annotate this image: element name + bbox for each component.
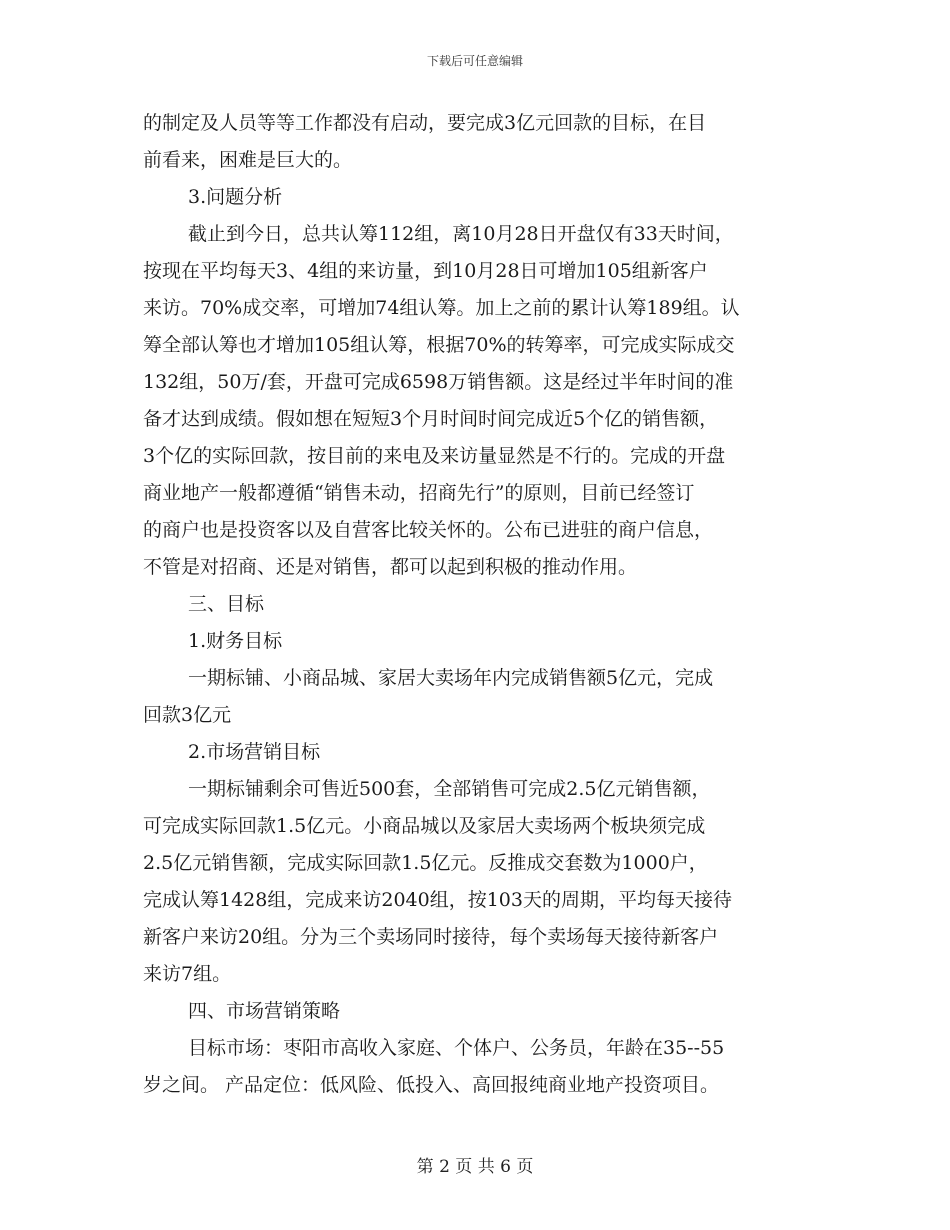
text-line: 回款3亿元 [143,704,232,726]
text-line: 商业地产一般都遵循“销售未动，招商先行”的原则，目前已经签订 [143,482,695,504]
section-heading: 2.市场营销目标 [188,741,321,763]
page-footer: 第 2 页 共 6 页 [416,1157,534,1177]
text-line: 132组，50万/套，开盘可完成6598万销售额。这是经过半年时间的准 [143,371,734,393]
text-line: 2.5亿元销售额，完成实际回款1.5亿元。反推成交套数为1000户， [143,852,708,874]
text-line: 按现在平均每天3、4组的来访量，到10月28日可增加105组新客户 [143,260,708,282]
text-line: 3个亿的实际回款，按目前的来电及来访量显然是不行的。完成的开盘 [143,445,726,467]
page-header: 下载后可任意编辑 [426,54,523,68]
text-line: 一期标铺、小商品城、家居大卖场年内完成销售额5亿元，完成 [188,667,714,689]
text-line: 来访。70%成交率，可增加74组认筹。加上之前的累计认筹189组。认 [143,297,740,319]
text-line: 可完成实际回款1.5亿元。小商品城以及家居大卖场两个板块须完成 [143,815,706,837]
text-line: 前看来，困难是巨大的。 [143,149,353,171]
text-line: 筹全部认筹也才增加105组认筹，根据70%的转筹率，可完成实际成交 [143,334,735,356]
text-line: 岁之间。 产品定位：低风险、低投入、高回报纯商业地产投资项目。 [143,1074,720,1096]
text-line: 备才达到成绩。假如想在短短3个月时间时间完成近5个亿的销售额， [143,408,719,430]
text-line: 截止到今日，总共认筹112组，离10月28日开盘仅有33天时间， [188,223,734,245]
text-line: 来访7组。 [143,963,232,985]
document-body [143,105,823,1104]
section-heading: 3.问题分析 [188,186,283,208]
text-line: 一期标铺剩余可售近500套，全部销售可完成2.5亿元销售额， [188,778,711,800]
section-heading: 三、目标 [188,593,265,615]
text-line: 的商户也是投资客以及自营客比较关怀的。公布已进驻的商户信息， [143,519,714,541]
text-line: 完成认筹1428组，完成来访2040组，按103天的周期，平均每天接待 [143,889,732,911]
text-line: 不管是对招商、还是对销售，都可以起到积极的推动作用。 [143,556,638,578]
text-line: 的制定及人员等等工作都没有启动，要完成3亿元回款的目标，在目 [143,112,707,134]
text-line: 新客户来访20组。分为三个卖场同时接待，每个卖场每天接待新客户 [143,926,719,948]
text-line: 目标市场：枣阳市高收入家庭、个体户、公务员，年龄在35--55 [188,1037,725,1059]
section-heading: 四、市场营销策略 [188,1000,341,1022]
section-heading: 1.财务目标 [188,630,283,652]
